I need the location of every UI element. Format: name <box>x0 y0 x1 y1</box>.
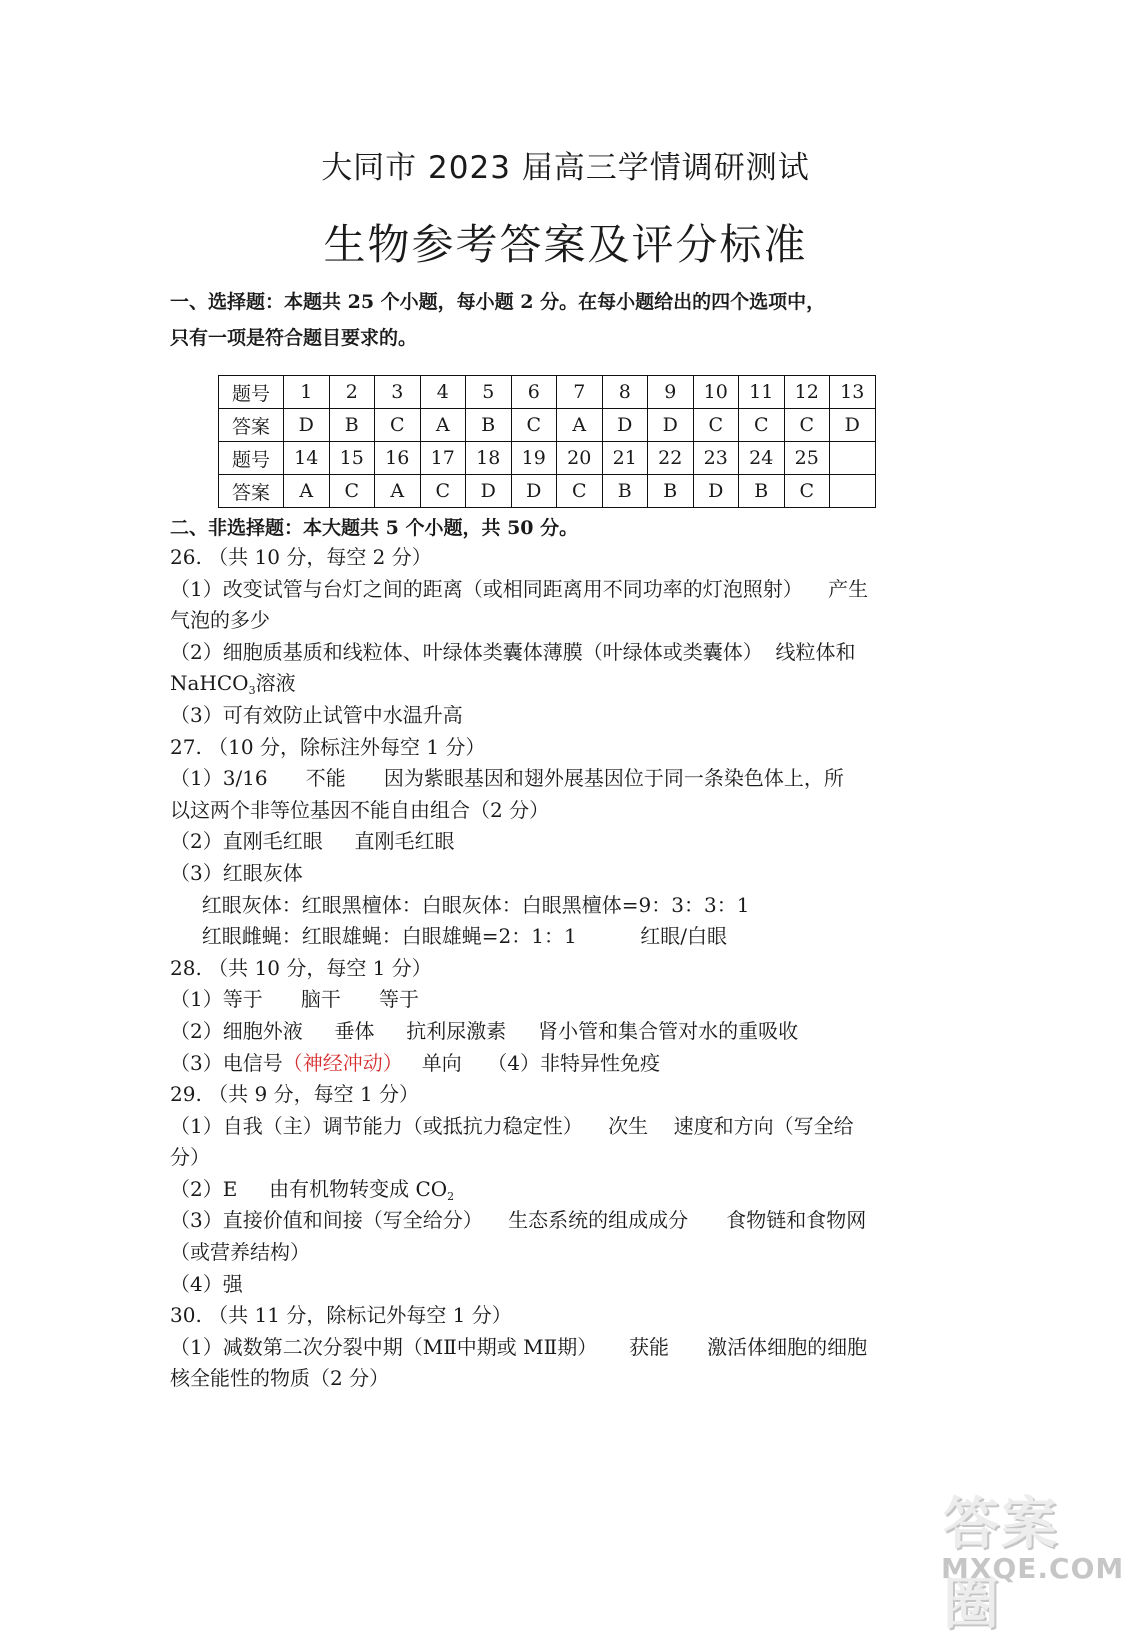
table-row <box>219 475 876 508</box>
answer-cell: D <box>511 475 557 508</box>
question-number: 23 <box>693 442 739 475</box>
question-number: 24 <box>739 442 785 475</box>
question-number: 22 <box>648 442 694 475</box>
q30-part1-cont: 核全能性的物质（2 分） <box>170 1366 390 1391</box>
answer-cell: D <box>466 475 512 508</box>
q29-part3: （3）直接价值和间接（写全给分） 生态系统的组成成分 食物链和食物网 <box>170 1208 867 1233</box>
q29-part2 <box>170 1174 950 1206</box>
section1-heading <box>170 284 970 356</box>
question-number: 14 <box>284 442 330 475</box>
q29-part1: （1）自我（主）调节能力（或抵抗力稳定性） 次生 速度和方向（写全给 <box>170 1113 854 1138</box>
table-row <box>219 376 876 409</box>
answer-cell: A <box>420 409 466 442</box>
answer-cell: A <box>375 475 421 508</box>
red-annotation: （神经冲动） <box>282 1050 403 1075</box>
question-number: 19 <box>511 442 557 475</box>
question-number: 10 <box>693 376 739 409</box>
question-number: 16 <box>375 442 421 475</box>
q29-header: 29. （共 9 分，每空 1 分） <box>170 1082 420 1107</box>
answer-cell: C <box>420 475 466 508</box>
answer-cell: B <box>466 409 512 442</box>
row-label: 题号 <box>219 376 284 409</box>
q26-part2-cont <box>170 668 950 700</box>
answer-cell: A <box>557 409 603 442</box>
q27-header: 27. （10 分，除标注外每空 1 分） <box>170 734 486 759</box>
question-number: 18 <box>466 442 512 475</box>
answer-cell <box>830 475 876 508</box>
answer-cell: D <box>830 409 876 442</box>
question-number: 6 <box>511 376 557 409</box>
watermark-chinese: 答案圈 <box>943 1492 1059 1637</box>
row-label: 答案 <box>219 475 284 508</box>
section1-line2: 只有一项是符合题目要求的。 <box>170 327 418 349</box>
q29-part1-cont: 分） <box>170 1145 210 1170</box>
q28-header: 28. （共 10 分，每空 1 分） <box>170 955 432 980</box>
answer-cell: A <box>284 475 330 508</box>
q27-ratio1: 红眼灰体：红眼黑檀体：白眼灰体：白眼黑檀体=9：3：3：1 <box>170 892 750 917</box>
subscript-3: 3 <box>248 684 256 698</box>
q28-part1: （1）等于 脑干 等于 <box>170 987 420 1012</box>
exam-title: 大同市 2023 届高三学情调研测试 <box>321 150 810 186</box>
table-row <box>219 409 876 442</box>
answer-cell: D <box>648 409 694 442</box>
answer-cell: D <box>284 409 330 442</box>
answer-cell: B <box>739 475 785 508</box>
q27-part1: （1）3/16 不能 因为紫眼基因和翅外展基因位于同一条染色体上，所 <box>170 766 844 791</box>
nahco3-text: NaHCO <box>170 671 249 696</box>
question-number: 25 <box>784 442 830 475</box>
q26-header: 26. （共 10 分，每空 2 分） <box>170 545 432 569</box>
question-number: 11 <box>739 376 785 409</box>
answer-cell: C <box>784 475 830 508</box>
q28-part2: （2）细胞外液 垂体 抗利尿激素 肾小管和集合管对水的重吸收 <box>170 1018 799 1043</box>
q29-part4: （4）强 <box>170 1271 243 1296</box>
q29-part3-cont: （或营养结构） <box>170 1240 310 1265</box>
answer-cell: C <box>511 409 557 442</box>
q26-part1-cont: 气泡的多少 <box>170 608 270 633</box>
row-label: 题号 <box>219 442 284 475</box>
question-number: 4 <box>420 376 466 409</box>
q29-part2-text: （2）E 由有机物转变成 CO <box>170 1176 448 1201</box>
question-number: 8 <box>602 376 648 409</box>
question-number: 2 <box>329 376 375 409</box>
q26-part2: （2）细胞质基质和线粒体、叶绿体类囊体薄膜（叶绿体或类囊体） 线粒体和 <box>170 639 856 664</box>
question-number: 15 <box>329 442 375 475</box>
question-number: 1 <box>284 376 330 409</box>
answer-cell: C <box>693 409 739 442</box>
answer-cell: B <box>602 475 648 508</box>
solution-text: 溶液 <box>255 671 296 696</box>
question-number: 9 <box>648 376 694 409</box>
question-number: 3 <box>375 376 421 409</box>
watermark-domain: MXQE.COM <box>941 1552 1125 1585</box>
answer-cell: B <box>648 475 694 508</box>
q26-part1: （1）改变试管与台灯之间的距离（或相同距离用不同功率的灯泡照射） 产生 <box>170 576 869 601</box>
question-number: 21 <box>602 442 648 475</box>
watermark-logo <box>935 1480 1125 1637</box>
answer-cell: B <box>329 409 375 442</box>
question-number: 12 <box>784 376 830 409</box>
q27-part2: （2）直刚毛红眼 直刚毛红眼 <box>170 829 455 854</box>
q28-part3-text: （3）电信号 <box>170 1050 283 1075</box>
q30-header: 30. （共 11 分，除标记外每空 1 分） <box>170 1303 512 1328</box>
answer-cell: D <box>693 475 739 508</box>
question-number: 5 <box>466 376 512 409</box>
q27-part3: （3）红眼灰体 <box>170 860 303 885</box>
section2-heading: 二、非选择题：本大题共 5 个小题，共 50 分。 <box>170 517 579 539</box>
answer-table <box>218 375 876 508</box>
answer-cell: C <box>329 475 375 508</box>
subscript-2: 2 <box>447 1189 455 1203</box>
answer-key-title: 生物参考答案及评分标准 <box>323 220 808 269</box>
question-number: 7 <box>557 376 603 409</box>
question-number: 20 <box>557 442 603 475</box>
answer-cell: D <box>602 409 648 442</box>
answer-cell: C <box>557 475 603 508</box>
answer-cell: C <box>739 409 785 442</box>
q26-part3: （3）可有效防止试管中水温升高 <box>170 702 463 727</box>
answer-cell: C <box>784 409 830 442</box>
answer-cell: C <box>375 409 421 442</box>
section1-line1: 一、选择题：本题共 25 个小题，每小题 2 分。在每小题给出的四个选项中， <box>170 291 826 313</box>
q30-part1: （1）减数第二次分裂中期（MⅡ中期或 MⅡ期） 获能 激活体细胞的细胞 <box>170 1334 868 1359</box>
q28-part3 <box>170 1048 950 1080</box>
question-number: 13 <box>830 376 876 409</box>
q27-ratio2: 红眼雌蝇：红眼雄蝇：白眼雄蝇=2：1：1 红眼/白眼 <box>170 924 728 949</box>
row-label: 答案 <box>219 409 284 442</box>
q27-part1-cont: 以这两个非等位基因不能自由组合（2 分） <box>170 797 550 822</box>
question-number: 17 <box>420 442 466 475</box>
question-number <box>830 442 876 475</box>
answer-body <box>170 542 950 1395</box>
table-row <box>219 442 876 475</box>
q28-part3-tail: 单向 （4）非特异性免疫 <box>402 1050 660 1075</box>
